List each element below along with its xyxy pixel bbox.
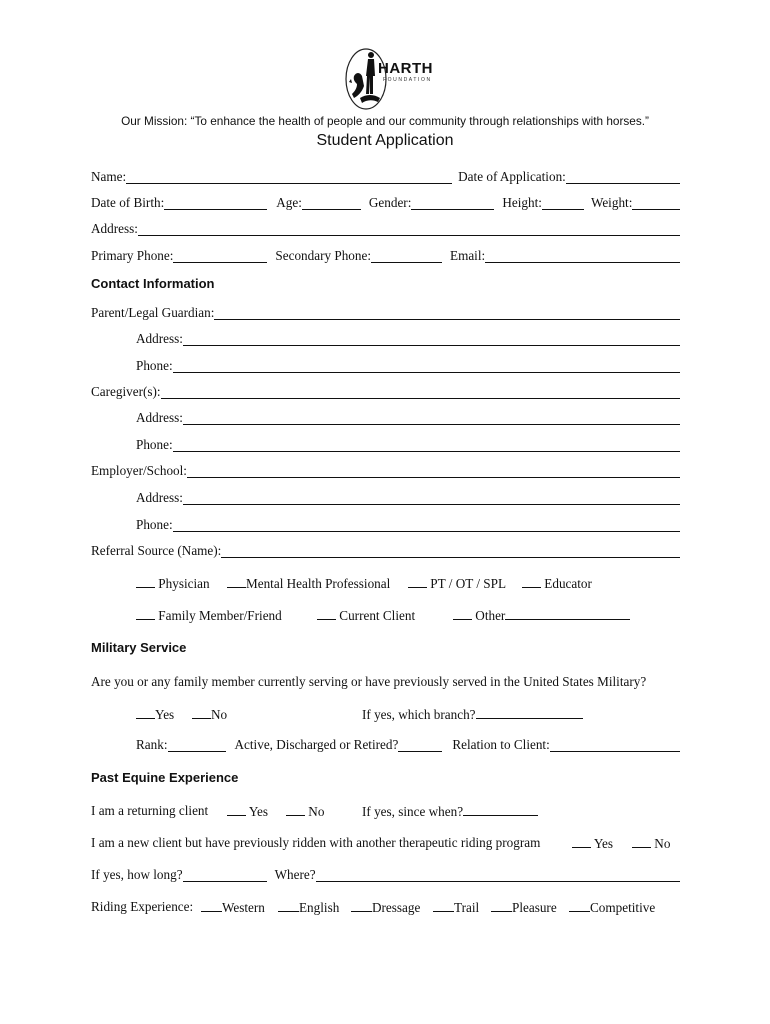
secondary-phone-label: Secondary Phone: — [275, 248, 372, 263]
employer-address-row — [136, 490, 680, 505]
primary-phone-label: Primary Phone: — [91, 248, 174, 263]
date-of-birth-label: Date of Birth: — [91, 195, 165, 210]
ref-current-option[interactable] — [317, 607, 415, 623]
riding-dressage-label: Dressage — [372, 900, 421, 915]
weight-field[interactable] — [632, 197, 680, 210]
name-field[interactable] — [126, 171, 452, 184]
ref-other-blank[interactable] — [453, 607, 472, 620]
height-label: Height: — [502, 195, 542, 210]
military-question: Are you or any family member currently serving or have previously served in the United States Military? — [91, 674, 647, 689]
ref-other-label: Other — [475, 608, 506, 623]
address-row — [91, 221, 680, 236]
relation-field[interactable] — [550, 739, 680, 752]
gender-label: Gender: — [368, 195, 412, 210]
caregiver-phone-field[interactable] — [173, 439, 680, 452]
returning-no-label: No — [308, 804, 325, 819]
guardian-phone-label: Phone: — [136, 358, 173, 373]
ref-mental-option[interactable] — [227, 575, 390, 591]
military-no-label: No — [211, 707, 228, 722]
new-client-yes-label: Yes — [593, 836, 614, 851]
returning-no-option[interactable] — [286, 803, 324, 819]
riding-competitive-label: Competitive — [590, 900, 656, 915]
guardian-label: Parent/Legal Guardian: — [91, 305, 215, 320]
caregiver-row — [91, 384, 680, 399]
ref-other-field[interactable] — [505, 607, 630, 620]
returning-yes-option[interactable] — [227, 803, 268, 819]
rank-row — [136, 737, 680, 752]
ref-other-option[interactable] — [453, 607, 630, 623]
military-yes-option[interactable] — [136, 706, 174, 722]
secondary-phone-field[interactable] — [371, 250, 442, 263]
name-label: Name: — [91, 169, 127, 184]
caregiver-field[interactable] — [161, 386, 680, 399]
riding-competitive-option[interactable] — [569, 899, 655, 915]
military-yes-blank[interactable] — [136, 706, 155, 719]
how-long-row — [91, 867, 680, 882]
since-field[interactable] — [463, 803, 538, 816]
ref-educator-option[interactable] — [522, 575, 592, 591]
name-row — [91, 169, 680, 184]
caregiver-phone-row — [136, 437, 680, 452]
employer-phone-row — [136, 517, 680, 532]
new-client-no-label: No — [654, 836, 671, 851]
date-of-birth-field[interactable] — [164, 197, 267, 210]
riding-pleasure-option[interactable] — [491, 899, 557, 915]
employer-phone-field[interactable] — [173, 519, 680, 532]
new-client-yes-blank[interactable] — [572, 835, 591, 848]
how-long-field[interactable] — [183, 869, 267, 882]
riding-western-label: Western — [222, 900, 265, 915]
returning-no-blank[interactable] — [286, 803, 305, 816]
riding-western-blank[interactable] — [201, 899, 222, 912]
caregiver-address-label: Address: — [136, 410, 183, 425]
riding-dressage-option[interactable] — [351, 899, 420, 915]
date-of-application-label: Date of Application: — [458, 169, 566, 184]
status-label: Active, Discharged or Retired? — [234, 737, 399, 752]
riding-trail-option[interactable] — [433, 899, 479, 915]
dob-row — [91, 195, 680, 210]
ref-physician-label: Physician — [158, 576, 210, 591]
employer-address-label: Address: — [136, 490, 183, 505]
since-group — [362, 803, 538, 819]
logo-brand-sub: FOUNDATION — [383, 77, 432, 83]
rank-field[interactable] — [168, 739, 226, 752]
ref-current-blank[interactable] — [317, 607, 336, 620]
guardian-phone-row — [136, 358, 680, 373]
referral-label: Referral Source (Name): — [91, 543, 222, 558]
address-label: Address: — [91, 221, 138, 236]
ref-family-label: Family Member/Friend — [158, 608, 282, 623]
military-branch-label: If yes, which branch? — [362, 707, 476, 722]
employer-row — [91, 463, 680, 478]
new-client-no-option[interactable] — [632, 835, 670, 851]
ref-physician-blank[interactable] — [136, 575, 155, 588]
riding-english-option[interactable] — [278, 899, 339, 915]
military-branch-group — [362, 706, 583, 722]
ref-current-label: Current Client — [339, 608, 416, 623]
weight-label: Weight: — [590, 195, 633, 210]
military-no-blank[interactable] — [192, 706, 211, 719]
riding-pleasure-blank[interactable] — [491, 899, 512, 912]
riding-dressage-blank[interactable] — [351, 899, 372, 912]
ref-pt-option[interactable] — [408, 575, 506, 591]
age-label: Age: — [276, 195, 302, 210]
returning-client-label: I am a returning client — [91, 803, 209, 818]
employer-phone-label: Phone: — [136, 517, 173, 532]
age-field[interactable] — [302, 197, 361, 210]
email-field[interactable] — [485, 250, 680, 263]
equine-heading: Past Equine Experience — [91, 770, 239, 785]
riding-competitive-blank[interactable] — [569, 899, 590, 912]
ref-pt-label: PT / OT / SPL — [430, 576, 507, 591]
guardian-address-field[interactable] — [183, 333, 680, 346]
where-label: Where? — [274, 867, 316, 882]
riding-western-option[interactable] — [201, 899, 265, 915]
status-field[interactable] — [398, 739, 442, 752]
ref-mental-label: Mental Health Professional — [246, 576, 391, 591]
military-yes-label: Yes — [155, 707, 175, 722]
guardian-address-row — [136, 331, 680, 346]
address-field[interactable] — [138, 223, 680, 236]
riding-trail-blank[interactable] — [433, 899, 454, 912]
referral-row — [91, 543, 680, 558]
employer-field[interactable] — [187, 465, 680, 478]
mission-statement: Our Mission: “To enhance the health of people and our community through relationships with horses.” — [121, 114, 649, 128]
employer-label: Employer/School: — [91, 463, 187, 478]
caregiver-address-row — [136, 410, 680, 425]
since-label: If yes, since when? — [362, 804, 464, 819]
guardian-phone-field[interactable] — [173, 360, 680, 373]
riding-english-blank[interactable] — [278, 899, 299, 912]
military-no-option[interactable] — [192, 706, 227, 722]
contact-heading: Contact Information — [91, 276, 215, 291]
relation-label: Relation to Client: — [452, 737, 550, 752]
military-heading: Military Service — [91, 640, 187, 655]
page-title: Student Application — [316, 132, 454, 149]
height-field[interactable] — [542, 197, 584, 210]
caregiver-label: Caregiver(s): — [91, 384, 161, 399]
new-client-no-blank[interactable] — [632, 835, 651, 848]
email-label: Email: — [450, 248, 486, 263]
riding-trail-label: Trail — [454, 900, 480, 915]
ref-family-option[interactable] — [136, 607, 282, 623]
riding-english-label: English — [299, 900, 340, 915]
caregiver-address-field[interactable] — [183, 412, 680, 425]
ref-family-blank[interactable] — [136, 607, 155, 620]
phone-row — [91, 248, 680, 263]
date-of-application-field[interactable] — [566, 171, 680, 184]
riding-pleasure-label: Pleasure — [512, 900, 557, 915]
logo-brand-name: HARTH — [378, 60, 433, 77]
ref-physician-option[interactable] — [136, 575, 210, 591]
referral-field[interactable] — [221, 545, 680, 558]
how-long-label: If yes, how long? — [91, 867, 183, 882]
returning-yes-label: Yes — [248, 804, 269, 819]
guardian-field[interactable] — [214, 307, 680, 320]
military-branch-field[interactable] — [476, 706, 583, 719]
employer-address-field[interactable] — [183, 492, 680, 505]
ref-educator-label: Educator — [544, 576, 592, 591]
guardian-address-label: Address: — [136, 331, 183, 346]
returning-yes-blank[interactable] — [227, 803, 246, 816]
where-field[interactable] — [316, 869, 680, 882]
ref-pt-blank[interactable] — [408, 575, 427, 588]
riding-experience-label: Riding Experience: — [91, 899, 194, 914]
guardian-row — [91, 305, 680, 320]
caregiver-phone-label: Phone: — [136, 437, 173, 452]
primary-phone-field[interactable] — [173, 250, 267, 263]
harth-logo — [340, 46, 435, 112]
new-client-yes-option[interactable] — [572, 835, 613, 851]
ref-mental-blank[interactable] — [227, 575, 246, 588]
ref-educator-blank[interactable] — [522, 575, 541, 588]
rank-label: Rank: — [136, 737, 168, 752]
gender-field[interactable] — [411, 197, 494, 210]
new-client-label: I am a new client but have previously ridden with another therapeutic riding program — [91, 835, 541, 850]
